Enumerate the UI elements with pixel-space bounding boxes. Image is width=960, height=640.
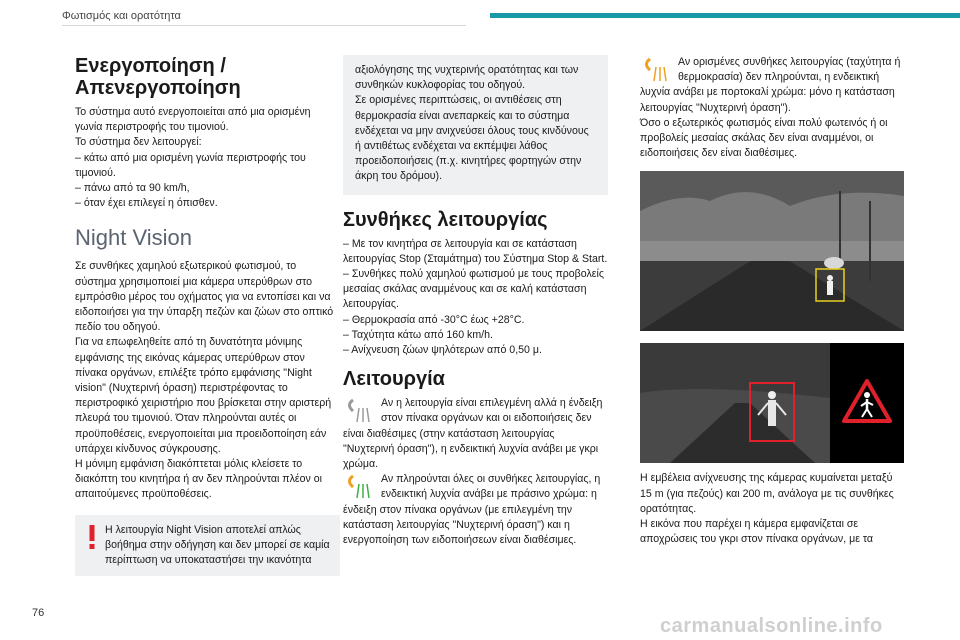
paragraph: Όσο ο εξωτερικός φωτισμός είναι πολύ φωτεινός ή οι προβολείς μεσαίας σκάλας δεν είναι αναμμένοι, οι ειδοποιήσεις δεν είναι διαθέσιμες. — [640, 116, 888, 160]
warning-box-continued — [343, 55, 608, 195]
column-2 — [343, 55, 608, 548]
night-vision-lamp-green-icon — [343, 472, 375, 500]
list-item: – Συνθήκες πολύ χαμηλού φωτισμού με τους προβολείς μεσαίας σκάλας αναμμένους και σε καλή κατάσταση λειτουργίας. — [343, 268, 604, 311]
night-vision-lamp-orange-icon — [640, 55, 672, 83]
header-accent-bar — [490, 13, 960, 18]
list-item: – Ανίχνευση ζώων ψηλότερων από 0,50 μ. — [343, 344, 542, 357]
paragraph: αξιολόγησης της νυχτερινής ορατότητας και των συνθηκών κυκλοφορίας του οδηγού. — [355, 64, 579, 92]
list-item: – Ταχύτητα κάτω από 160 km/h. — [343, 328, 493, 341]
paragraph-text: Αν πληρούνται όλες οι συνθήκες λειτουργίας, η ενδεικτική λυχνία ανάβει με πράσινο χρώμα: η ένδειξη στον πίνακα οργάνων (με επιλεγμένη την κατάσταση λειτουργίας "Νυχτερινή όραση") και η ενεργοποίηση των ειδοποιήσεων είναι διαθέσιμες. — [343, 473, 601, 547]
paragraph: Το σύστημα δεν λειτουργεί: — [75, 136, 202, 149]
watermark: carmanualsonline.info — [660, 615, 883, 637]
paragraph: Για να επωφεληθείτε από τη δυνατότητα μόνιμης εμφάνισης της εικόνας κάμερας υπερύθρων στον πίνακα οργάνων, επιλέξτε τρόπο εμφάνισης "Night vision" (Νυχτερινή όραση) περιστρέφοντας το περιστροφικό χειριστήριο που βρίσκεται στην αριστερή πλευρά του τιμονιού. Όταν πληρούνται αυτές οι προϋποθέσεις, ενεργοποιείται μια προειδοποίηση εάν υπάρχει κίνδυνος σύγκρουσης. — [75, 336, 332, 455]
column-3 — [640, 55, 905, 547]
paragraph — [343, 472, 608, 548]
pedestrian-alert-camera-image — [640, 343, 904, 463]
pedestrian-alert-scene — [640, 343, 904, 463]
paragraph: Το σύστημα αυτό ενεργοποιείται από μια ορισμένη γωνία περιστροφής του τιμονιού. — [75, 106, 311, 134]
list-item: – Με τον κινητήρα σε λειτουργία και σε κατάσταση λειτουργίας Stop (Σταμάτημα) του Σύστημα Stop & Start. — [343, 237, 608, 265]
paragraph-text: Αν ορισμένες συνθήκες λειτουργίας (ταχύτητα ή θερμοκρασία) δεν πληρούνται, η ενδεικτική λυχνία ανάβει με πορτοκαλί χρώμα: μόνο η κατάσταση λειτουργίας "Νυχτερινή όραση"). — [640, 56, 901, 114]
section-title-operating-conditions: Συνθήκες λειτουργίας — [343, 208, 548, 231]
paragraph: Η εικόνα που παρέχει η κάμερα εμφανίζεται σε αποχρώσεις του γκρι στον πίνακα οργάνων, με τα — [640, 518, 874, 546]
paragraph: Η μόνιμη εμφάνιση διακόπτεται μόλις κλείσετε το διακόπτη του κινητήρα ή αν δεν πληρούνται πλέον οι απαιτούμενες προϋποθέσεις. — [75, 458, 323, 501]
warning-box — [75, 515, 340, 577]
list-item: – Θερμοκρασία από -30°C έως +28°C. — [343, 313, 525, 326]
paragraph — [343, 396, 608, 472]
warning-text: Η λειτουργία Night Vision αποτελεί απλώς βοήθημα στην οδήγηση και δεν μπορεί σε καμία περίπτωση να υποκαταστήσει την ικανότητα — [105, 523, 330, 567]
section-title-activation-line1: Ενεργοποίηση / — [75, 55, 226, 77]
page-header-title: Φωτισμός και ορατότητα — [62, 10, 181, 22]
paragraph: Σε ορισμένες περιπτώσεις, οι αντιθέσεις στη θερμοκρασία είναι ανεπαρκείς και το σύστημα ενδέχεται να μην ανιχνεύσει όλους τους κινδύνους ή αντιθέτως ενδέχεται να εκπέμψει λάθος προειδοποιήσεις (π.χ. κινητήρες φορτηγών στην άκρη του δρόμου). — [355, 94, 589, 183]
paragraph: Σε συνθήκες χαμηλού εξωτερικού φωτισμού, το σύστημα χρησιμοποιεί μια κάμερα υπερύθρων στο εμπρόσθιο μέρος του οχήματος για να εντοπίσει και να ειδοποιήσει για την ύπαρξη πεζών και ζώων στο οπτικό πεδίο του οδηγού. — [75, 260, 334, 334]
list-item: – κάτω από μια ορισμένη γωνία περιστροφής του τιμονιού. — [75, 151, 306, 179]
section-title-activation — [75, 55, 340, 99]
paragraph-text: Αν η λειτουργία είναι επιλεγμένη αλλά η ένδειξη στον πίνακα οργάνων και οι ειδοποιήσεις δεν είναι διαθέσιμες (στην κατάσταση λειτουργίας "Νυχτερινή όραση"), η ενδεικτική λυχνία ανάβει με γκρι χρώμα. — [343, 397, 603, 471]
exclamation-icon — [86, 525, 98, 551]
night-vision-camera-image — [640, 171, 904, 331]
section-title-operation: Λειτουργία — [343, 368, 445, 391]
night-vision-lamp-grey-icon — [343, 396, 375, 424]
paragraph: Η εμβέλεια ανίχνευσης της κάμερας κυμαίνεται μεταξύ 15 m (για πεζούς) και 200 m, ανάλογα με τις συνθήκες ορατότητας. — [640, 472, 894, 515]
page-number: 76 — [32, 607, 45, 619]
list-item: – πάνω από τα 90 km/h, — [75, 182, 190, 195]
paragraph — [640, 55, 905, 116]
night-vision-scene — [640, 171, 904, 331]
section-title-night-vision: Night Vision — [75, 225, 192, 251]
header-divider — [62, 25, 466, 26]
column-1 — [75, 55, 340, 576]
section-title-activation-line2: Απενεργοποίηση — [75, 77, 241, 99]
list-item: – όταν έχει επιλεγεί η όπισθεν. — [75, 197, 218, 210]
